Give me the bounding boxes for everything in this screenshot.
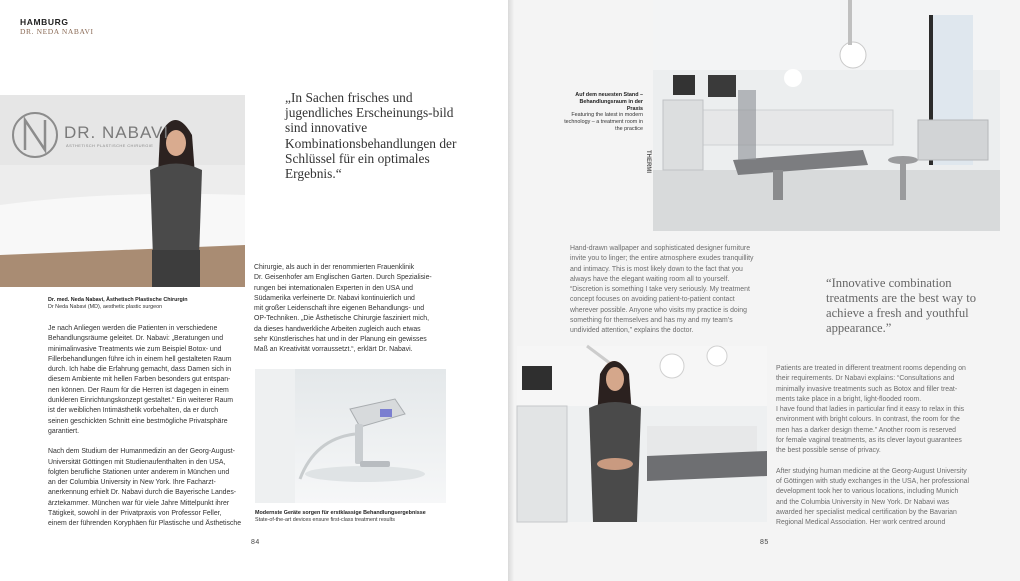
device-illustration: [255, 369, 446, 503]
left-column-2: [254, 263, 454, 366]
right-col-paragraph-1: Patients are treated in different treatment rooms depending on their requirements. Dr Nabavi explains: “Consultations and minimally invasive treatments such as Botox and filler treat- ments take place in a bright, light-flooded room. I have found that ladies in particular find it easy to relax in this environment with bright colours. In contrast, the room for the men has a darker design theme.” Another room is reserved for female vaginal treatments, as its clever layout guarantees the best possible sense of privacy.: [776, 365, 966, 455]
right-top-text: [570, 244, 795, 347]
portrait-logo-text: DR. NABAVI: [64, 123, 170, 142]
doctor-room-photo: [517, 346, 767, 522]
pull-quote-german: „In Sachen frisches und jugendliches Erscheinungs-bild sind innovative Kombinationsbehandlungen der Schlüssel für ein optimales Ergebnis.“: [285, 90, 457, 182]
right-col-paragraph-2: After studying human medicine at the Georg-August University of Göttingen with study exchanges in the USA, her professional development took her to various locations, including Munich and the Columbia University in New York. Dr Nabavi was awarded her specialist medical certification by the Bavarian Regional Medical Association. Her work centred around: [776, 467, 970, 527]
device-caption-sub: State-of-the-art devices ensure first-class treatment results: [255, 516, 395, 523]
device-caption: [255, 510, 455, 524]
treatment-room-photo: [645, 0, 1000, 231]
portrait-caption-sub: Dr Neda Nabavi (MD), aesthetic plastic surgeon: [48, 303, 163, 310]
left-col1-paragraph-2: Nach dem Studium der Humanmedizin an der Georg-August- Universität Göttingen mit Studienaufenthalten in den USA, folgten berufliche Stationen unter anderem in München und an der Columbia University in New York. Ihre Facharzt- anerkennung erhielt Dr. Nabavi durch die Bayerische Landes- ärztekammer. München war für viele Jahre Mittelpunkt ihrer Tätigkeit, sowohl in der Privatpraxis von Professor Feller, einem der führenden Koryphäen für Plastische und Ästhetische: [48, 448, 242, 528]
portrait-logo-sub: ÄSTHETISCH PLASTISCHE CHIRURGIE: [66, 143, 154, 148]
header-city: HAMBURG: [20, 17, 69, 27]
portrait-photo: [0, 95, 245, 287]
room-caption-title: Auf dem neuesten Stand – Behandlungsraum in der Praxis: [575, 92, 643, 112]
right-top-paragraph: Hand-drawn wallpaper and sophisticated designer furniture invite you to linger; the entire atmosphere exudes tranquillity and intimacy. This is most likely down to the fact that you always have the elegant waiting room all to yourself. “Discretion is something I take very seriously. My treatment concept focuses on avoiding patient-to-patient contact wherever possible. Anyone who visits my practice is doing something for themselves and has my and my team’s undivided attention,” explains the doctor.: [570, 245, 754, 335]
page-number-right: 85: [760, 539, 769, 546]
room-caption: [563, 92, 643, 133]
left-col1-paragraph-1: Je nach Anliegen werden die Patienten in verschiedene Behandlungsräume geleitet. Dr. Nabavi: „Beratungen und minimalinvasive Treatments wie zum Beispiel Botox- und Fillerbehandlungen führe ich in einem hell gestalteten Raum durch. Ich habe die Erfahrung gemacht, dass Damen sich in diesem Ambiente mit hellen Farben besonders gut entspan- nen können. Der Raum für die Herren ist dagegen in einem dunkleren Einrichtungskonzept gestaltet.“ Ein weiterer Raum ist der weiblichen Intimästhetik vorbehalten, da er durch seinen geschickten Schnitt eine bestmögliche Privatsphäre garantiert.: [48, 325, 233, 435]
doctor-room-illustration: [517, 346, 767, 522]
left-column-1: [48, 324, 248, 540]
device-caption-title: Modernste Geräte sorgen für erstklassige Behandlungsergebnisse: [255, 510, 426, 516]
pull-quote-english: “Innovative combination treatments are the best way to achieve a fresh and youthful appearance.”: [826, 276, 977, 335]
left-col2-paragraph-1: Chirurgie, als auch in der renommierten Frauenklinik Dr. Geisenhofer am Englischen Garten. Durch Spezialisie- rungen bei internationalen Experten in den USA und Südamerika verfeinerte Dr. Nabavi kontinuierlich und mit großer Leidenschaft ihre eigenen Behandlungs- und OP-Techniken. „Die Ästhetische Chirurgie fasziniert mich, da dieses handwerkliche Arbeiten zugleich auch etwas sehr Künstlerisches hat und in der Planung ein gewisses Maß an Kreativität vorraussetzt.“, erklärt Dr. Nabavi.: [254, 264, 432, 354]
page-number-left: 84: [251, 539, 260, 546]
portrait-caption: [48, 297, 248, 311]
room-caption-sub: Featuring the latest in modern technology – a treatment room in the practice: [564, 112, 643, 132]
right-column: [776, 364, 986, 538]
header-doctor-name: DR. NEDA NABAVI: [20, 27, 94, 36]
portrait-caption-title: Dr. med. Neda Nabavi, Ästhetisch Plastische Chirurgin: [48, 297, 188, 303]
treatment-room-illustration: [653, 0, 1000, 231]
device-label: THERMI: [645, 150, 651, 173]
device-photo: [255, 369, 446, 503]
